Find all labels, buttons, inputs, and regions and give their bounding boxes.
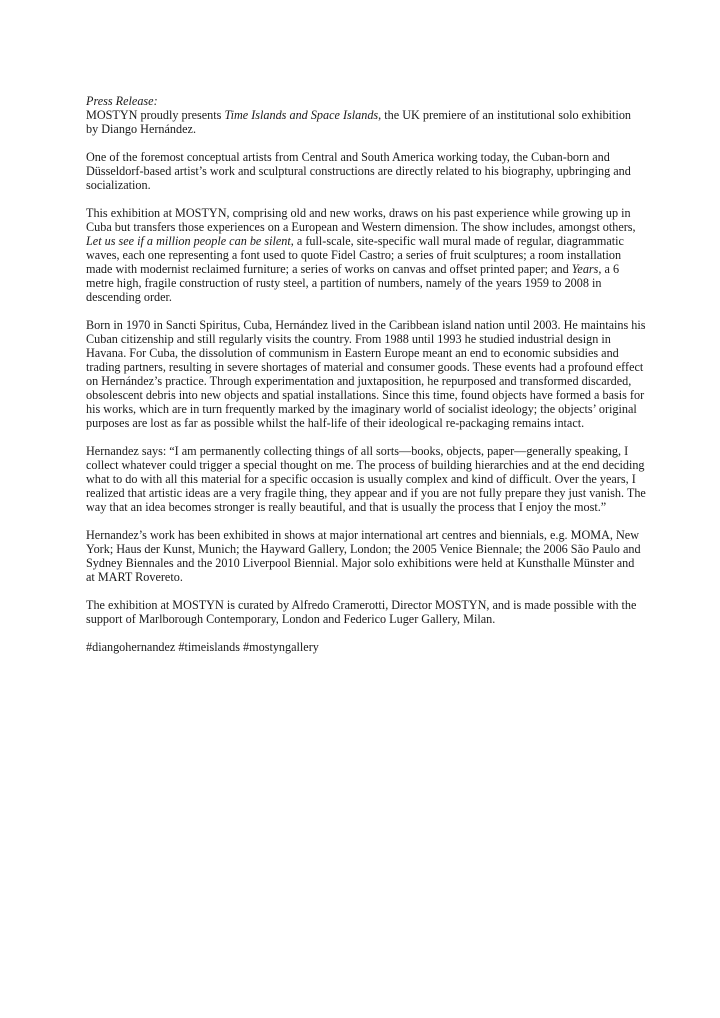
biography-paragraph: Born in 1970 in Sancti Spiritus, Cuba, Hernández lived in the Caribbean island nation until 2003. He maintains his Cuban citizenship and still regularly visits the country. From 1988 until 1993 he studied industrial design in Havana. For Cuba, the dissolution of communism in Eastern Europe meant an end to economic subsidies and trading partners, resulting in severe shortages of material and consumer goods. These events had a profound effect on Hernández’s practice. Through experimentation and juxtaposition, he repurposed and transformed discarded, obsolescent debris into new objects and spatial installations. Since this time, found objects have formed a basis for his works, which are in turn frequently marked by the imaginary world of socialist ideology; the objects’ original purposes are lost as far as possible whilst the half-life of their ideological re-packaging remains intact. (86, 318, 646, 430)
exhibition-text-cont: , a full-scale, site-specific wall mural made of regular, diagrammatic waves, each one representing a font used to quote Fidel Castro; a series of fruit sculptures; a room installation made with modernist reclaimed furniture; a series of works on canvas and offset printed paper; and (86, 234, 624, 276)
press-release-label: Press Release: (86, 94, 158, 108)
artist-quote-paragraph: Hernandez says: “I am permanently collecting things of all sorts—books, objects, paper—generally speaking, I collect whatever could trigger a special thought on me. The process of building hierarchies and at the end deciding what to do with all this material for a specific occasion is usually complex and kind of difficult. Over the years, I realized that artistic ideas are a very fragile thing, they appear and if you are not fully prepare they just vanish. The way that an idea becomes stronger is really beautiful, and that is usually the process that I enjoy the most.” (86, 444, 646, 514)
exhibition-history-paragraph: Hernandez’s work has been exhibited in shows at major international art centres and biennials, e.g. MOMA, New York; Haus der Kunst, Munich; the Hayward Gallery, London; the 2005 Venice Biennale; the 2006 São Paulo and Sydney Biennales and the 2010 Liverpool Biennial. Major solo exhibitions were held at Kunsthalle Münster and at MART Rovereto. (86, 528, 641, 584)
press-release-document (86, 94, 646, 668)
exhibition-title: Time Islands and Space Islands (224, 108, 379, 122)
work-title-years: Years (571, 262, 599, 276)
intro-paragraph (86, 94, 646, 136)
work-title-mural: Let us see if a million people can be silent (86, 234, 291, 248)
exhibition-description-paragraph (86, 206, 646, 304)
curator-credits-paragraph: The exhibition at MOSTYN is curated by Alfredo Cramerotti, Director MOSTYN, and is made possible with the support of Marlborough Contemporary, London and Federico Luger Gallery, Milan. (86, 598, 637, 626)
exhibition-text-end: , a 6 metre high, fragile construction of rusty steel, a partition of numbers, namely of the years 1959 to 2008 in descending order. (86, 262, 620, 304)
hashtags: #diangohernandez #timeislands #mostyngallery (86, 640, 319, 654)
exhibition-text: This exhibition at MOSTYN, comprising old and new works, draws on his past experience while growing up in Cuba but transfers those experiences on a European and Western dimension. The show includes, amongst others, (86, 206, 636, 234)
artist-overview-paragraph: One of the foremost conceptual artists from Central and South America working today, the Cuban-born and Düsseldorf-based artist’s work and sculptural constructions are directly related to his biography, upbringing and socialization. (86, 150, 631, 192)
intro-text-cont: , the UK premiere of an institutional solo exhibition by Diango Hernández. (86, 108, 632, 136)
intro-text: MOSTYN proudly presents (86, 108, 225, 122)
